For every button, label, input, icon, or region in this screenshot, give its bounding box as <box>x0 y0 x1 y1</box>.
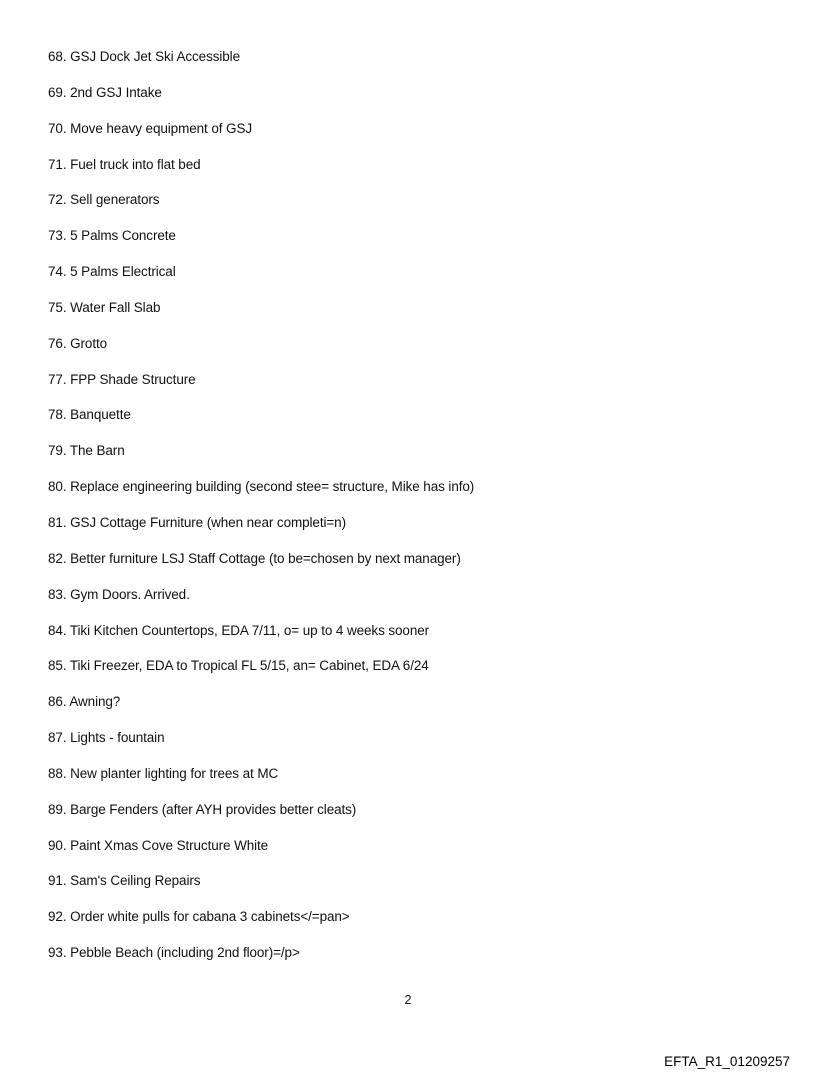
list-item: 88. New planter lighting for trees at MC <box>48 765 279 781</box>
list-item: 76. Grotto <box>48 335 108 351</box>
list-item: 83. Gym Doors. Arrived. <box>48 586 190 602</box>
list-item: 86. Awning? <box>48 694 121 710</box>
list-item: 90. Paint Xmas Cove Structure White <box>48 837 269 853</box>
list-item: 80. Replace engineering building (second stee= structure, Mike has info) <box>48 479 475 495</box>
list-item: 70. Move heavy equipment of GSJ <box>48 120 253 136</box>
list-item: 84. Tiki Kitchen Countertops, EDA 7/11, o= up to 4 weeks sooner <box>48 622 430 638</box>
task-list <box>48 47 474 979</box>
list-item: 93. Pebble Beach (including 2nd floor)=/p> <box>48 945 300 961</box>
list-item: 82. Better furniture LSJ Staff Cottage (to be=chosen by next manager) <box>48 550 461 566</box>
list-item: 85. Tiki Freezer, EDA to Tropical FL 5/15, an= Cabinet, EDA 6/24 <box>48 658 429 674</box>
list-item: 79. The Barn <box>48 443 125 459</box>
list-item: 68. GSJ Dock Jet Ski Accessible <box>48 49 240 64</box>
page-number: 2 <box>404 993 412 1007</box>
list-item: 72. Sell generators <box>48 192 160 208</box>
list-item: 75. Water Fall Slab <box>48 299 161 315</box>
list-item: 89. Barge Fenders (after AYH provides better cleats) <box>48 801 357 817</box>
list-item: 87. Lights - fountain <box>48 730 165 746</box>
document-id: EFTA_R1_01209257 <box>664 1054 790 1069</box>
list-item: 92. Order white pulls for cabana 3 cabinets</=pan> <box>48 909 350 925</box>
list-item: 91. Sam's Ceiling Repairs <box>48 873 201 889</box>
list-item: 74. 5 Palms Electrical <box>48 264 176 280</box>
list-item: 81. GSJ Cottage Furniture (when near completi=n) <box>48 514 346 530</box>
list-item: 78. Banquette <box>48 407 131 423</box>
list-item: 73. 5 Palms Concrete <box>48 228 176 244</box>
list-item: 77. FPP Shade Structure <box>48 371 196 387</box>
list-item: 71. Fuel truck into flat bed <box>48 156 201 172</box>
list-item: 69. 2nd GSJ Intake <box>48 84 162 100</box>
